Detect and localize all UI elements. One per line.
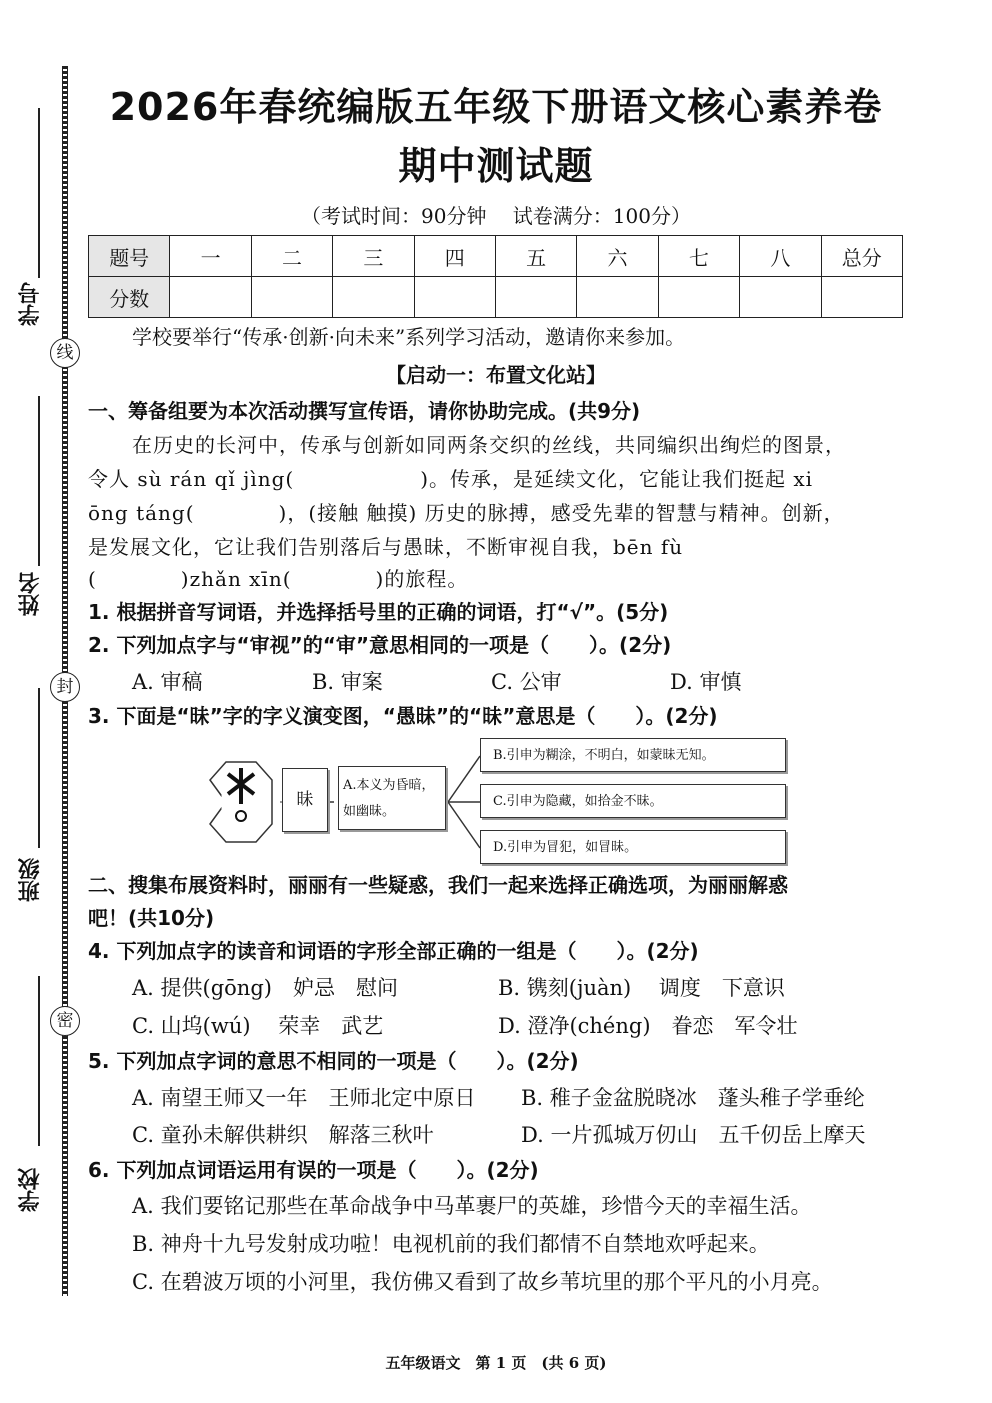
origin-meaning-line: A.本义为昏暗， xyxy=(343,778,435,793)
score-table-header-cell: 七 xyxy=(658,236,739,277)
score-cell xyxy=(740,277,821,318)
seal-seal-mark: 封 xyxy=(50,672,80,702)
branch-connector xyxy=(448,802,480,848)
name-label: 姓名 xyxy=(18,572,43,616)
school-rule xyxy=(38,976,40,1146)
score-table-header-row xyxy=(89,236,903,277)
score-row-label: 分数 xyxy=(89,277,170,318)
q5-option-c: C. 童孙未解供耕织 解落三秋叶 xyxy=(132,1123,434,1147)
score-cell xyxy=(170,277,251,318)
question-6: 6. 下列加点词语运用有误的一项是（ ）。(2分) xyxy=(88,1158,539,1182)
q5-option-a: A. 南望王师又一年 王师北定中原日 xyxy=(132,1086,476,1110)
q2-option-d: D. 审慎 xyxy=(670,670,742,694)
score-cell xyxy=(414,277,495,318)
q6-option-c: C. 在碧波万顷的小河里，我仿佛又看到了故乡苇坑里的那个平凡的小月亮。 xyxy=(132,1270,833,1294)
passage-line: ( )zhǎn xīn( )的旅程。 xyxy=(88,567,469,591)
branch-meaning-b: B.引申为糊涂，不明白，如蒙昧无知。 xyxy=(480,738,786,772)
question-5: 5. 下列加点字词的意思不相同的一项是（ ）。(2分) xyxy=(88,1049,579,1073)
exam-subtitle: 期中测试题 xyxy=(398,144,594,188)
score-table-header-cell: 六 xyxy=(577,236,658,277)
branch-meaning-c: C.引申为隐藏，如拾金不昧。 xyxy=(480,784,786,818)
question-1: 1. 根据拼音写词语，并选择括号里的正确的词语，打“√”。(5分) xyxy=(88,600,669,624)
q4-option-c: C. 山坞(wú) 荣幸 武艺 xyxy=(132,1014,384,1038)
section-start-heading: 【启动一：布置文化站】 xyxy=(386,363,606,387)
score-table-header-cell: 二 xyxy=(251,236,332,277)
origin-meaning-box xyxy=(338,766,446,830)
class-label: 班级 xyxy=(18,858,43,902)
exam-info: （考试时间：90分钟 试卷满分：100分） xyxy=(301,204,691,228)
q5-option-b: B. 稚子金盆脱晓冰 蓬头稚子学垂纶 xyxy=(521,1086,865,1110)
intro-text: 学校要举行“传承·创新·向未来”系列学习活动，邀请你来参加。 xyxy=(132,325,686,349)
score-cell xyxy=(658,277,739,318)
origin-meaning-line: 如幽昧。 xyxy=(343,804,396,819)
score-cell xyxy=(495,277,576,318)
page-footer: 五年级语文 第 1 页 (共 6 页) xyxy=(385,1354,607,1372)
score-table-header-cell: 总分 xyxy=(821,236,902,277)
q4-option-b: B. 镌刻(juàn) 调度 下意识 xyxy=(498,976,785,1000)
part1-heading: 一、筹备组要为本次活动撰写宣传语，请你协助完成。(共9分) xyxy=(88,399,641,423)
score-table-header-cell: 一 xyxy=(170,236,251,277)
part2-heading-cont: 吧！(共10分) xyxy=(88,906,215,930)
seal-line-mark: 线 xyxy=(50,338,80,368)
score-table-header-cell: 四 xyxy=(414,236,495,277)
score-cell xyxy=(333,277,414,318)
q6-option-b: B. 神舟十九号发射成功啦！电视机前的我们都情不自禁地欢呼起来。 xyxy=(132,1232,770,1256)
q4-option-a: A. 提供(gōng) 妒忌 慰问 xyxy=(132,976,398,1000)
question-3: 3. 下面是“昧”字的字义演变图，“愚昧”的“昧”意思是（ ）。(2分) xyxy=(88,704,718,728)
q2-option-a: A. 审稿 xyxy=(132,670,203,694)
q6-option-a: A. 我们要铭记那些在革命战争中马革裹尸的英雄，珍惜今天的幸福生活。 xyxy=(132,1194,812,1218)
score-cell xyxy=(577,277,658,318)
school-label: 学校 xyxy=(18,1168,43,1212)
modern-char-box: 昧 xyxy=(282,768,328,832)
name-rule xyxy=(38,396,40,566)
student-id-rule xyxy=(38,108,40,278)
q2-option-b: B. 审案 xyxy=(312,670,383,694)
seal-secret-mark: 密 xyxy=(50,1006,80,1036)
score-cell xyxy=(821,277,902,318)
q5-option-d: D. 一片孤城万仞山 五千仞岳上摩天 xyxy=(521,1123,866,1147)
score-table-header-cell: 八 xyxy=(740,236,821,277)
q4-option-d: D. 澄净(chéng) 眷恋 军令壮 xyxy=(498,1014,798,1038)
score-table-header-cell: 三 xyxy=(333,236,414,277)
passage-line: 令人 sù rán qǐ jìng( )。传承，是延续文化，它能让我们挺起 xi xyxy=(88,467,814,491)
score-table xyxy=(88,235,903,318)
score-table-score-row xyxy=(89,277,903,318)
passage-line: 在历史的长河中，传承与创新如同两条交织的丝线，共同编织出绚烂的图景， xyxy=(132,433,846,457)
part2-heading: 二、搜集布展资料时，丽丽有一些疑惑，我们一起来选择正确选项，为丽丽解惑 xyxy=(88,873,788,897)
score-table-header-cell: 五 xyxy=(495,236,576,277)
question-2: 2. 下列加点字与“审视”的“审”意思相同的一项是（ ）。(2分) xyxy=(88,633,672,657)
class-rule xyxy=(38,688,40,848)
score-table-header-cell: 题号 xyxy=(89,236,170,277)
branch-meaning-d: D.引申为冒犯，如冒昧。 xyxy=(480,830,786,864)
score-cell xyxy=(251,277,332,318)
student-id-label: 学号 xyxy=(18,282,43,326)
q2-option-c: C. 公审 xyxy=(491,670,562,694)
passage-line: ōng táng( )，(接触 触摸) 历史的脉搏，感受先辈的智慧与精神。创新， xyxy=(88,501,845,525)
exam-title: 2026年春统编版五年级下册语文核心素养卷 xyxy=(109,85,883,129)
passage-line: 是发展文化，它让我们告别落后与愚昧，不断审视自我，bēn fù xyxy=(88,535,684,559)
question-4: 4. 下列加点字的读音和词语的字形全部正确的一组是（ ）。(2分) xyxy=(88,939,699,963)
branch-connector xyxy=(448,756,480,802)
